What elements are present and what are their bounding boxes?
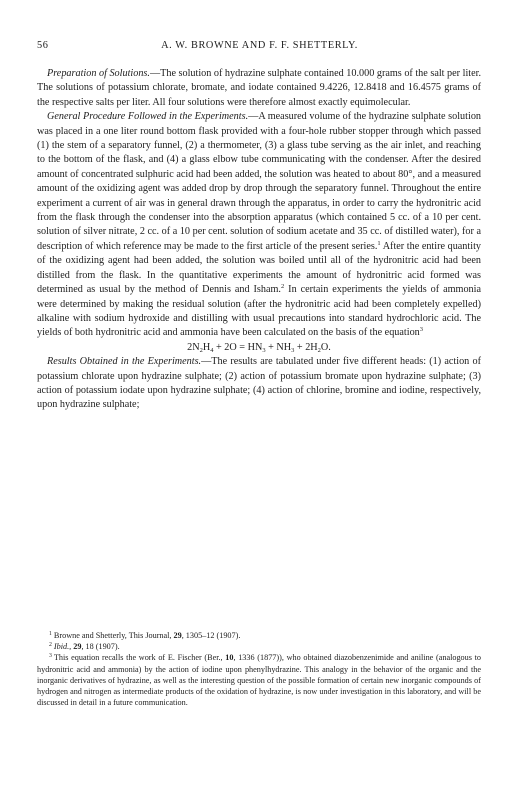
section-heading: General Procedure Followed in the Experiments. — [47, 111, 249, 123]
section-heading: Preparation of Solutions. — [47, 68, 150, 79]
paragraph-text: —The solution of hydrazine sulphate contained 10.000 grams of the salt per liter. The solutions of potassium chlorate, bromate, and iodate contained 9.4226, 12.8418 and 16.4575 grams of the respective salts per liter. All four solutions were therefore almost exactly equimolecular. — [37, 68, 481, 108]
paragraph-text: —The results are tabulated under five different heads: (1) action of potassium chlorate upon hydrazine sulphate; (2) action of potassium bromate upon hydrazine sulphate; (3) action of potassium iodate upon hydrazine sulphate; (4) action of chlorine, bromine and iodine, respectively, upon hydrazine sulphate; — [37, 356, 481, 411]
section-heading: Results Obtained in the Experiments. — [47, 356, 202, 368]
footnote-ref: 1 — [377, 239, 381, 247]
page-number: 56 — [37, 40, 49, 51]
eq-subscript: 4 — [210, 346, 214, 354]
paragraph-results — [37, 355, 481, 413]
paragraph-preparation — [37, 67, 481, 110]
eq-part: + NH — [265, 341, 292, 353]
footnote — [37, 652, 481, 708]
running-title: A. W. BROWNE AND F. F. SHETTERLY. — [161, 40, 358, 51]
footnote — [37, 641, 481, 652]
footnote-text: Browne and Shetterly, This Journal, — [53, 631, 174, 640]
footnote-volume: 29 — [173, 631, 182, 640]
article-body — [37, 67, 481, 413]
footnote-text: , 1336 (1877)), who obtained diazobenzenimide and aniline (analogous to hydronitric acid and ammonia) by the action of iodine upon phenylhydrazine. This analogy in the behavior of the organic and the inorganic derivatives of hydrazine, as well as the interesting question of the possible formation of certain new inorganic compounds of hydrogen and nitrogen as intermediate products of the oxidation of hydrazine, is now under investigation in this laboratory, and will be discussed in detail in a future communication. — [37, 653, 481, 708]
footnote — [37, 630, 481, 641]
eq-part: + 2H — [294, 341, 318, 353]
footnote-text: Ibid., — [53, 642, 74, 652]
footnotes — [37, 630, 481, 708]
eq-subscript: 3 — [291, 346, 295, 354]
eq-part: + 2O = HN — [213, 341, 263, 353]
footnote-text: This equation recalls the work of E. Fischer (Ber., — [53, 653, 226, 663]
footnote-mark: 1 — [49, 631, 52, 637]
paragraph-text: In certain experiments the yields of ammonia were determined by making the residual solution (after the hydronitric acid had been completely expelled) alkaline with sodium hydroxide and distilling with usual precautions into standard hydrochloric acid. The yields of both hydronitric acid and ammonia have been calculated on the basis of the equation — [37, 284, 481, 339]
paragraph-procedure — [37, 110, 481, 341]
paragraph-text: —A measured volume of the hydrazine sulphate solution was placed in a one liter round bottom flask provided with a four-hole rubber stopper through which passed (1) the stem of a separatory funnel, (2) a thermometer, (3) a glass tube serving as the air inlet, and reaching to the bottom of the flask, and (4) a glass elbow tube communicating with the condenser. After the desired amount of concentrated sulphuric acid had been added, the solution was heated to about 80°, and a measured amount of the oxidizing agent was added drop by drop through the separatory funnel. Throughout the entire experiment a current of air was in general drawn through the apparatus, in order to carry the hydronitric acid from the flask through the condenser into the absorption apparatus (which contained 5 cc. of a 10 per cent. solution of silver nitrate, 2 cc. of a 10 per cent. solution of sodium acetate and 35 cc. of distilled water), for a description of which reference may be made to the first article of the present series. — [37, 111, 482, 252]
footnote-text: , 1305–12 (1907). — [181, 631, 241, 640]
paragraph-text: After the entire quantity of the oxidizing agent had been added, the solution was boiled until all of the hydronitric acid had been distilled from the flask. In the quantitative experiments the amount of hydronitric acid formed was determined as usual by the method of Dennis and Isham. — [37, 240, 481, 296]
eq-part: 2N — [187, 341, 200, 353]
eq-part: H — [202, 341, 211, 353]
eq-subscript: 2 — [199, 346, 203, 354]
footnote-mark: 2 — [49, 642, 52, 649]
footnote-text: , 18 (1907). — [81, 642, 120, 652]
footnote-ref: 3 — [419, 326, 424, 334]
eq-part: O. — [320, 341, 331, 353]
eq-subscript: 2 — [317, 346, 321, 354]
footnote-volume: 10 — [225, 653, 234, 663]
footnote-mark: 3 — [49, 653, 52, 660]
footnote-volume: 29 — [73, 642, 82, 652]
chemical-equation — [37, 341, 481, 355]
eq-subscript: 3 — [262, 346, 266, 354]
footnote-ref: 2 — [280, 283, 285, 291]
